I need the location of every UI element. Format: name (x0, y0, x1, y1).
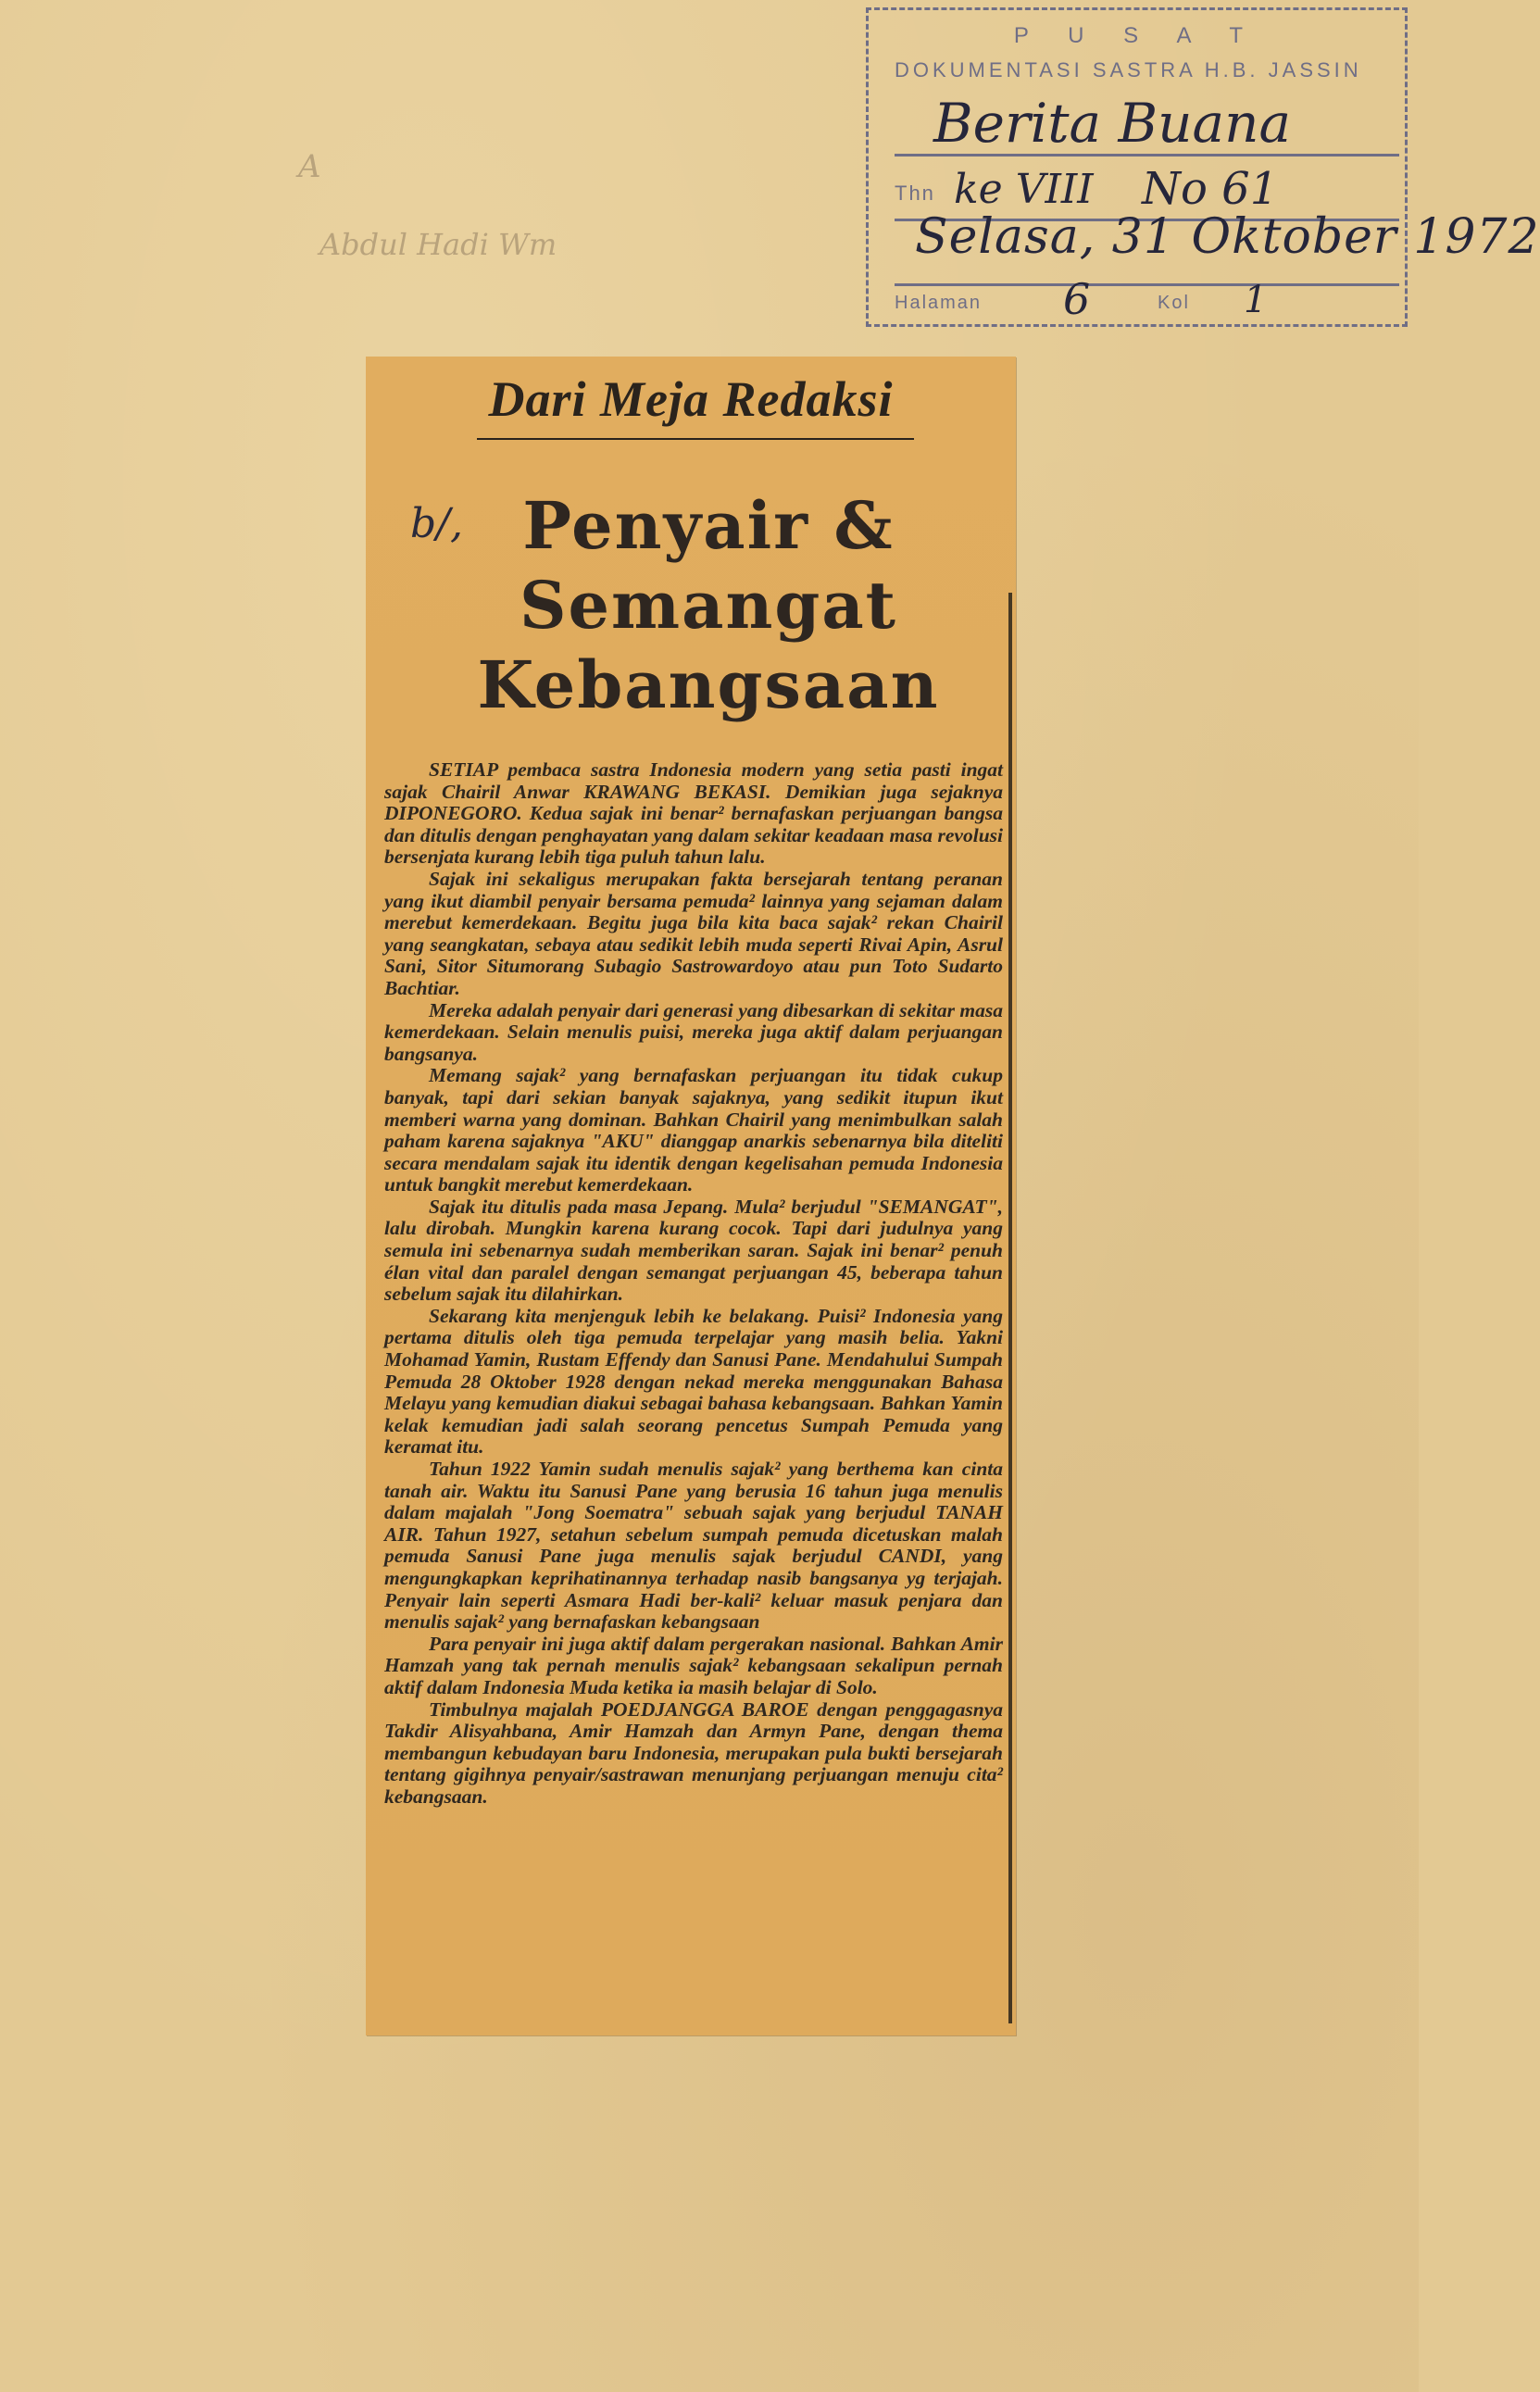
stamp-publication: Berita Buana (933, 92, 1292, 155)
stamp-halaman-value: 6 (1063, 274, 1091, 324)
paragraph: Timbulnya majalah POEDJANGGA BAROE dengan penggagasnya Takdir Alisyahbana, Amir Hamzah dan Armyn Pane, dengan thema membangun kebudayan baru Indonesia, merupakan pula bukti bersejarah tentang gigihnya penyair/sastrawan menunjang perjuangan menuju cita² kebangsaan. (384, 1697, 1003, 1808)
headline-line-3: Kebangsaan (477, 646, 940, 723)
stamp-line-3 (895, 283, 1399, 286)
archive-stamp (866, 7, 1540, 327)
stamp-date: Selasa, 31 Oktober 1972 (915, 209, 1540, 265)
stamp-line-1 (895, 154, 1399, 157)
paragraph: Memang sajak² yang bernafaskan perjuangan itu tidak cukup banyak, tapi dari sekian banyak sajaknya, yang sedikit itupun ikut memberi warna yang dominan. Bahkan Chairil yang menimbulkan salah paham karena sajaknya "AKU" dianggap anarkis sebenarnya bila diteliti secara mendalam sajak itu identik dengan kegelisahan pemuda Indonesia untuk bangkit merebut kemerdekaan. (384, 1064, 1003, 1196)
paragraph: Sajak ini sekaligus merupakan fakta bersejarah tentang peranan yang ikut diambil penyair bersama pemuda² lainnya yang sejaman dalam merebut kemerdekaan. Begitu juga bila kita baca sajak² rekan Chairil yang seangkatan, sebaya atau sedikit lebih muda seperti Rivai Apin, Asrul Sani, Sitor Situmorang Subagio Sastrowardoyo atau pun Toto Sudarto Bachtiar. (384, 867, 1003, 999)
paragraph: Para penyair ini juga aktif dalam pergerakan nasional. Bahkan Amir Hamzah yang tak pernah menulis sajak² kebangsaan sekalipun pernah aktif dalam Indonesia Muda ketika ia masih belajar di Solo. (384, 1632, 1003, 1698)
article-body (384, 759, 1003, 1809)
headline-line-2: Semangat (519, 567, 898, 644)
paragraph: Tahun 1922 Yamin sudah menulis sajak² yang berthema kan cinta tanah air. Waktu itu Sanusi Pane yang berusia 16 tahun juga menulis dalam majalah "Jong Soematra" sebuah sajak yang berjudul TANAH AIR. Tahun 1927, setahun sebelum sumpah pemuda dicetuskan malah pemuda Sanusi Pane juga menulis sajak berjudul CANDI, yang mengungkapkan keprihatinannya terhadap nasib bangsanya yg terjajah. Penyair lain seperti Asmara Hadi ber-kali² keluar masuk penjara dan menulis sajak² yang bernafaskan kebangsaan (384, 1458, 1003, 1634)
stamp-halaman-label: Halaman (895, 293, 983, 313)
stamp-issue-number: No 61 (1142, 163, 1279, 215)
kicker-underline (477, 438, 914, 440)
stamp-dokumentasi: DOKUMENTASI SASTRA H.B. JASSIN (895, 58, 1362, 81)
paragraph: Sekarang kita menjenguk lebih ke belakang. Puisi² Indonesia yang pertama ditulis oleh tiga pemuda terpelajar yang masih belia. Yakni Mohamad Yamin, Rustam Effendy dan Sanusi Pane. Mendahului Sumpah Pemuda 28 Oktober 1928 dengan nekad mereka menggunakan Bahasa Melayu yang kemudian diakui sebagai bahasa kebangsaan. Bahkan Yamin kelak kemudian jadi salah seorang pencetus Sumpah Pemuda yang keramat itu. (384, 1304, 1003, 1459)
headline-line-1: Penyair & (522, 487, 895, 564)
stamp-kol-label: Kol (1158, 293, 1190, 313)
stamp-pusat: P U S A T (1013, 23, 1260, 48)
clipping-edge-shadow (1008, 593, 1012, 2023)
stamp-thn-label: Thn (895, 182, 935, 205)
paragraph: Sajak itu ditulis pada masa Jepang. Mula² berjudul "SEMANGAT", lalu dirobah. Mungkin karena kurang cocok. Tapi dari judulnya yang semula ini sebenarnya sudah memberikan saran. Sajak ini benar² penuh élan vital dan paralel dengan semangat perjuangan 45, beberapa tahun sebelum sajak itu dilahirkan. (384, 1195, 1003, 1306)
newspaper-clipping (366, 357, 1016, 2035)
handwritten-byline-mark: b/, (410, 500, 463, 547)
paragraph: SETIAP pembaca sastra Indonesia modern yang setia pasti ingat sajak Chairil Anwar KRAWANG BEKASI. Demikian juga sejaknya DIPONEGORO. Kedua sajak ini benar² bernafaskan perjuangan bangsa dan ditulis dengan penghayatan yang dalam sekitar keadaan masa revolusi bersenjata kurang lebih tiga puluh tahun lalu. (384, 758, 1003, 869)
margin-letter: A (298, 148, 321, 185)
margin-author-name: Abdul Hadi Wm (319, 227, 557, 262)
stamp-thn-value: ke VIII (954, 166, 1094, 213)
paragraph: Mereka adalah penyair dari generasi yang dibesarkan di sekitar masa kemerdekaan. Selain menulis puisi, mereka juga aktif dalam perjuangan bangsanya. (384, 998, 1003, 1065)
column-kicker: Dari Meja Redaksi (488, 371, 894, 427)
stamp-kol-value: 1 (1244, 279, 1268, 321)
